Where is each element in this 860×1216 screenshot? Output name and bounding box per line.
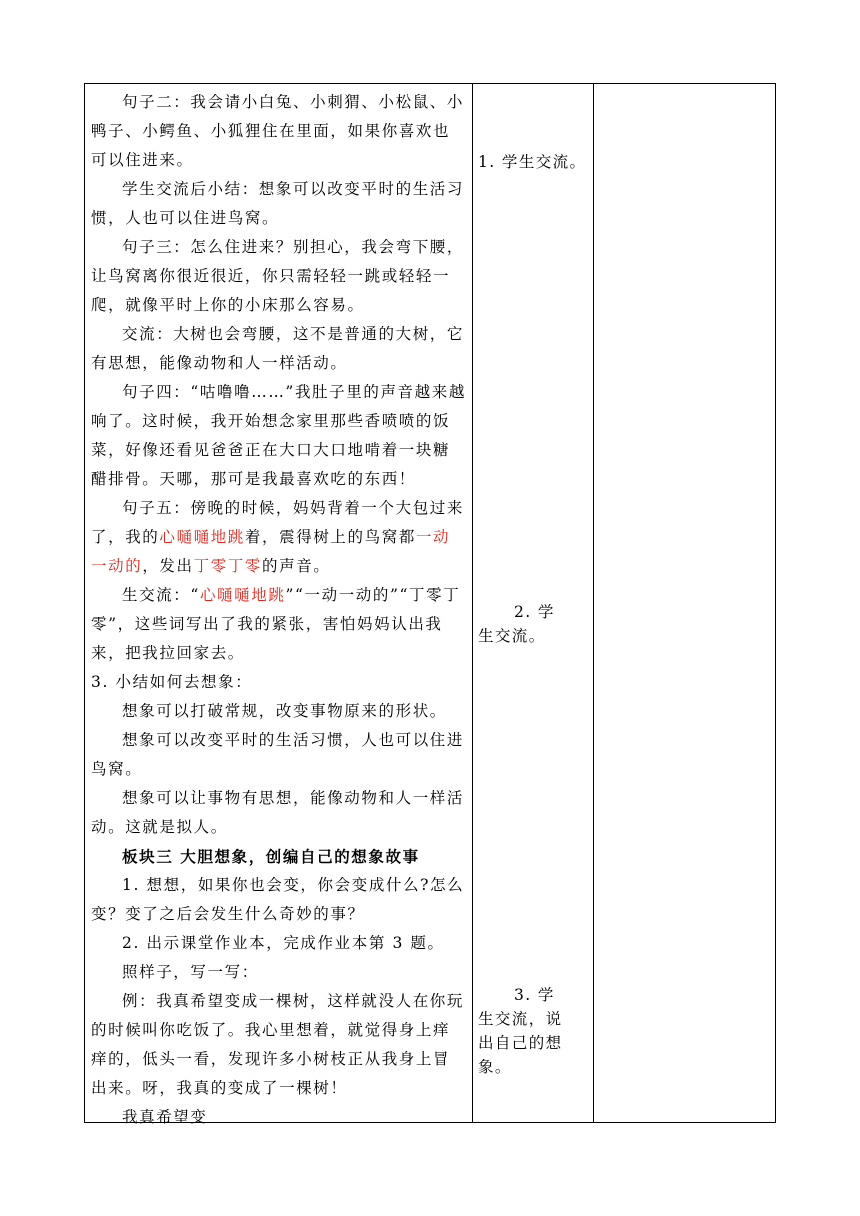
student-activity-column <box>472 84 593 1122</box>
paragraph: 生交流：“心嗵嗵地跳”“一动一动的”“丁零丁零”，这些词写出了我的紧张，害怕妈妈认出我来，把我拉回家去。 <box>91 586 461 662</box>
section-summary-heading: 3. 小结如何去想象： <box>91 673 253 691</box>
teaching-process-column <box>85 84 472 1126</box>
paragraph: 学生交流后小结：想象可以改变平时的生活习惯，人也可以住进鸟窝。 <box>91 180 465 227</box>
paragraph: 照样子，写一写： <box>122 963 259 981</box>
student-note-3: 3. 学生交流，说出自己的想象。 <box>478 986 563 1076</box>
paragraph: 句子四：“咕噜噜……”我肚子里的声音越来越响了。这时候，我开始想念家里那些香喷喷的饭菜，好像还看见爸爸正在大口大口地啃着一块糖醋排骨。天哪，那可是我最喜欢吃的东西！ <box>91 383 466 488</box>
paragraph: 例：我真希望变成一棵树，这样就没人在你玩的时候叫你吃饭了。我心里想着，就觉得身上痒痒的，低头一看，发现许多小树枝正从我身上冒出来。呀，我真的变成了一棵树！ <box>91 992 465 1097</box>
highlighted-phrase: 丁零丁零 <box>193 557 263 575</box>
paragraph: 句子三：怎么住进来？别担心，我会弯下腰，让鸟窝离你很近很近，你只需轻轻一跳或轻轻一爬，就像平时上你的小床那么容易。 <box>91 238 465 314</box>
paragraph: 句子五：傍晚的时候，妈妈背着一个大包过来了，我的心嗵嗵地跳着，震得树上的鸟窝都一动一动的，发出丁零丁零的声音。 <box>91 499 465 575</box>
highlighted-phrase: 心嗵嗵地跳 <box>159 528 245 546</box>
student-note-1: 1. 学生交流。 <box>478 153 587 171</box>
notes-column <box>593 84 775 1122</box>
paragraph: 想象可以改变平时的生活习惯，人也可以住进鸟窝。 <box>91 731 465 778</box>
paragraph: 句子二：我会请小白兔、小刺猬、小松鼠、小鸭子、小鳄鱼、小狐狸住在里面，如果你喜欢也可以住进来。 <box>91 93 465 169</box>
highlighted-phrase: 一动一动的 <box>91 528 451 575</box>
paragraph: 2. 出示课堂作业本，完成作业本第 3 题。 <box>122 934 445 952</box>
paragraph: 交流：大树也会弯腰，这不是普通的大树，它有思想，能像动物和人一样活动。 <box>91 325 465 372</box>
section-heading: 板块三 大胆想象，创编自己的想象故事 <box>122 847 420 866</box>
highlighted-phrase: 心嗵嗵地跳 <box>199 586 286 604</box>
student-note-2: 2. 学生交流。 <box>478 603 555 645</box>
paragraph: 想象可以让事物有思想，能像动物和人一样活动。这就是拟人。 <box>91 789 465 836</box>
paragraph: 想象可以打破常规，改变事物原来的形状。 <box>122 702 447 720</box>
paragraph: 我真希望变 <box>122 1108 208 1126</box>
lesson-table <box>84 83 776 1126</box>
paragraph: 1. 想想，如果你也会变，你会变成什么?怎么变？变了之后会发生什么奇妙的事？ <box>91 876 465 923</box>
